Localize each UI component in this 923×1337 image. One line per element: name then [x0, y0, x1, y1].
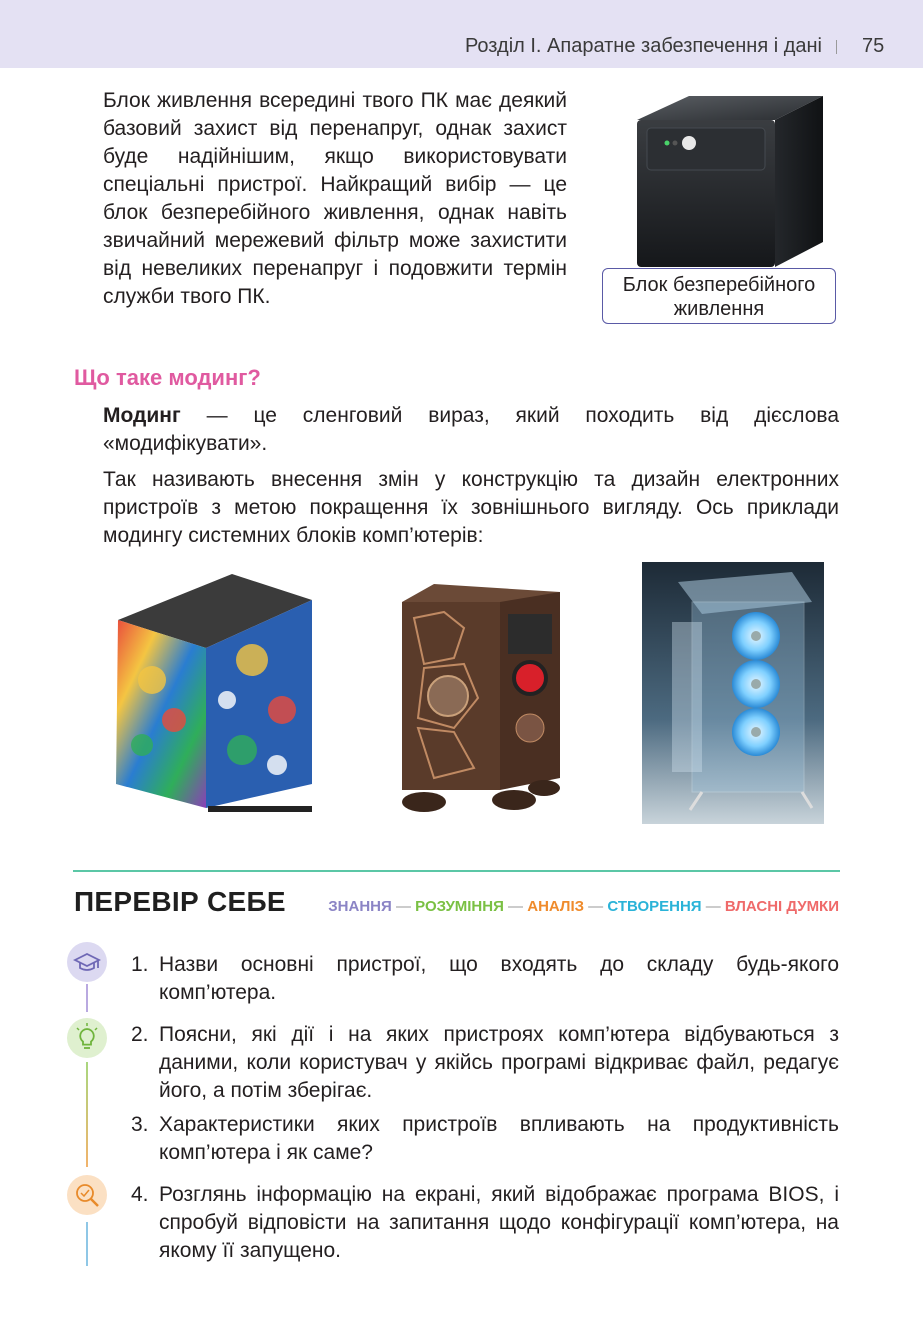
- graduation-cap-icon: [67, 942, 107, 982]
- question-text: Характеристики яких пристроїв впливають на продуктивність комп’ютера і як саме?: [159, 1113, 839, 1164]
- definition-paragraph: [103, 402, 839, 458]
- modded-pc-steampunk-image: [394, 578, 566, 818]
- intro-paragraph: Блок живлення всередині твого ПК має деякий базовий захист від перенапруг, однак захист буде надійнішим, якщо використовувати спеціальні пристрої. Найкращий вибір — це блок безперебійного живлення, однак навіть звичайний мережевий фільтр може захистити від невеликих перенапруг і подовжити термін служби твого ПК.: [103, 89, 567, 308]
- question-3: [131, 1111, 839, 1167]
- question-text: Поясни, які дії і на яких пристроях комп’ютера відбуваються з даними, коли користувач у якійсь програмі відкриває файл, редагує його, а потім зберігає.: [159, 1023, 839, 1102]
- question-number: 3.: [131, 1113, 149, 1136]
- chapter-title: Розділ І. Апаратне забезпечення і дані: [464, 35, 822, 57]
- lightbulb-icon: [67, 1018, 107, 1058]
- definition-term: Модинг: [103, 404, 181, 427]
- question-1: [131, 951, 839, 1007]
- level-understanding: РОЗУМІННЯ: [415, 898, 504, 915]
- level-analysis: АНАЛІЗ: [527, 898, 585, 915]
- question-4: [131, 1181, 839, 1265]
- header-divider: [836, 40, 837, 54]
- section-heading: Що таке модинг?: [74, 365, 261, 390]
- definition-text: — це сленговий вираз, який походить від дієслова «модифікувати».: [103, 404, 839, 455]
- ups-caption: Блок безперебійного живлення: [602, 268, 836, 324]
- self-check-title: ПЕРЕВІР СЕБЕ: [74, 886, 286, 917]
- question-text: Назви основні пристрої, що входять до складу будь-якого комп’ютера.: [159, 953, 839, 1004]
- page-header: [0, 0, 923, 68]
- section-divider: [73, 870, 840, 872]
- level-line-3: [86, 1222, 88, 1266]
- level-line-2: [86, 1062, 88, 1167]
- question-text: Розглянь інформацію на екрані, який відображає програма BIOS, і спробуй відповісти на запитання щодо конфігурації комп’ютера, на якому її запущено.: [159, 1183, 839, 1262]
- level-line-1: [86, 984, 88, 1012]
- question-2: [131, 1021, 839, 1105]
- question-number: 2.: [131, 1023, 149, 1046]
- skill-levels: ЗНАННЯ — РОЗУМІННЯ — АНАЛІЗ — СТВОРЕННЯ — ВЛАСНІ ДУМКИ: [328, 898, 839, 915]
- level-creation: СТВОРЕННЯ: [607, 898, 702, 915]
- modded-pc-transparent-image: [642, 562, 824, 824]
- page-number: 75: [862, 35, 885, 57]
- question-number: 1.: [131, 953, 149, 976]
- level-own-thoughts: ВЛАСНІ ДУМКИ: [724, 898, 839, 915]
- ups-image: [637, 92, 823, 267]
- magnifier-icon: [67, 1175, 107, 1215]
- level-knowledge: ЗНАННЯ: [328, 898, 392, 915]
- explanation-paragraph: Так називають внесення змін у конструкцію та дизайн електронних пристроїв з метою покращення їх зовнішнього вигляду. Ось приклади модингу системних блоків комп’ютерів:: [103, 468, 839, 547]
- modded-pc-graffiti-image: [112, 570, 318, 815]
- question-number: 4.: [131, 1183, 149, 1206]
